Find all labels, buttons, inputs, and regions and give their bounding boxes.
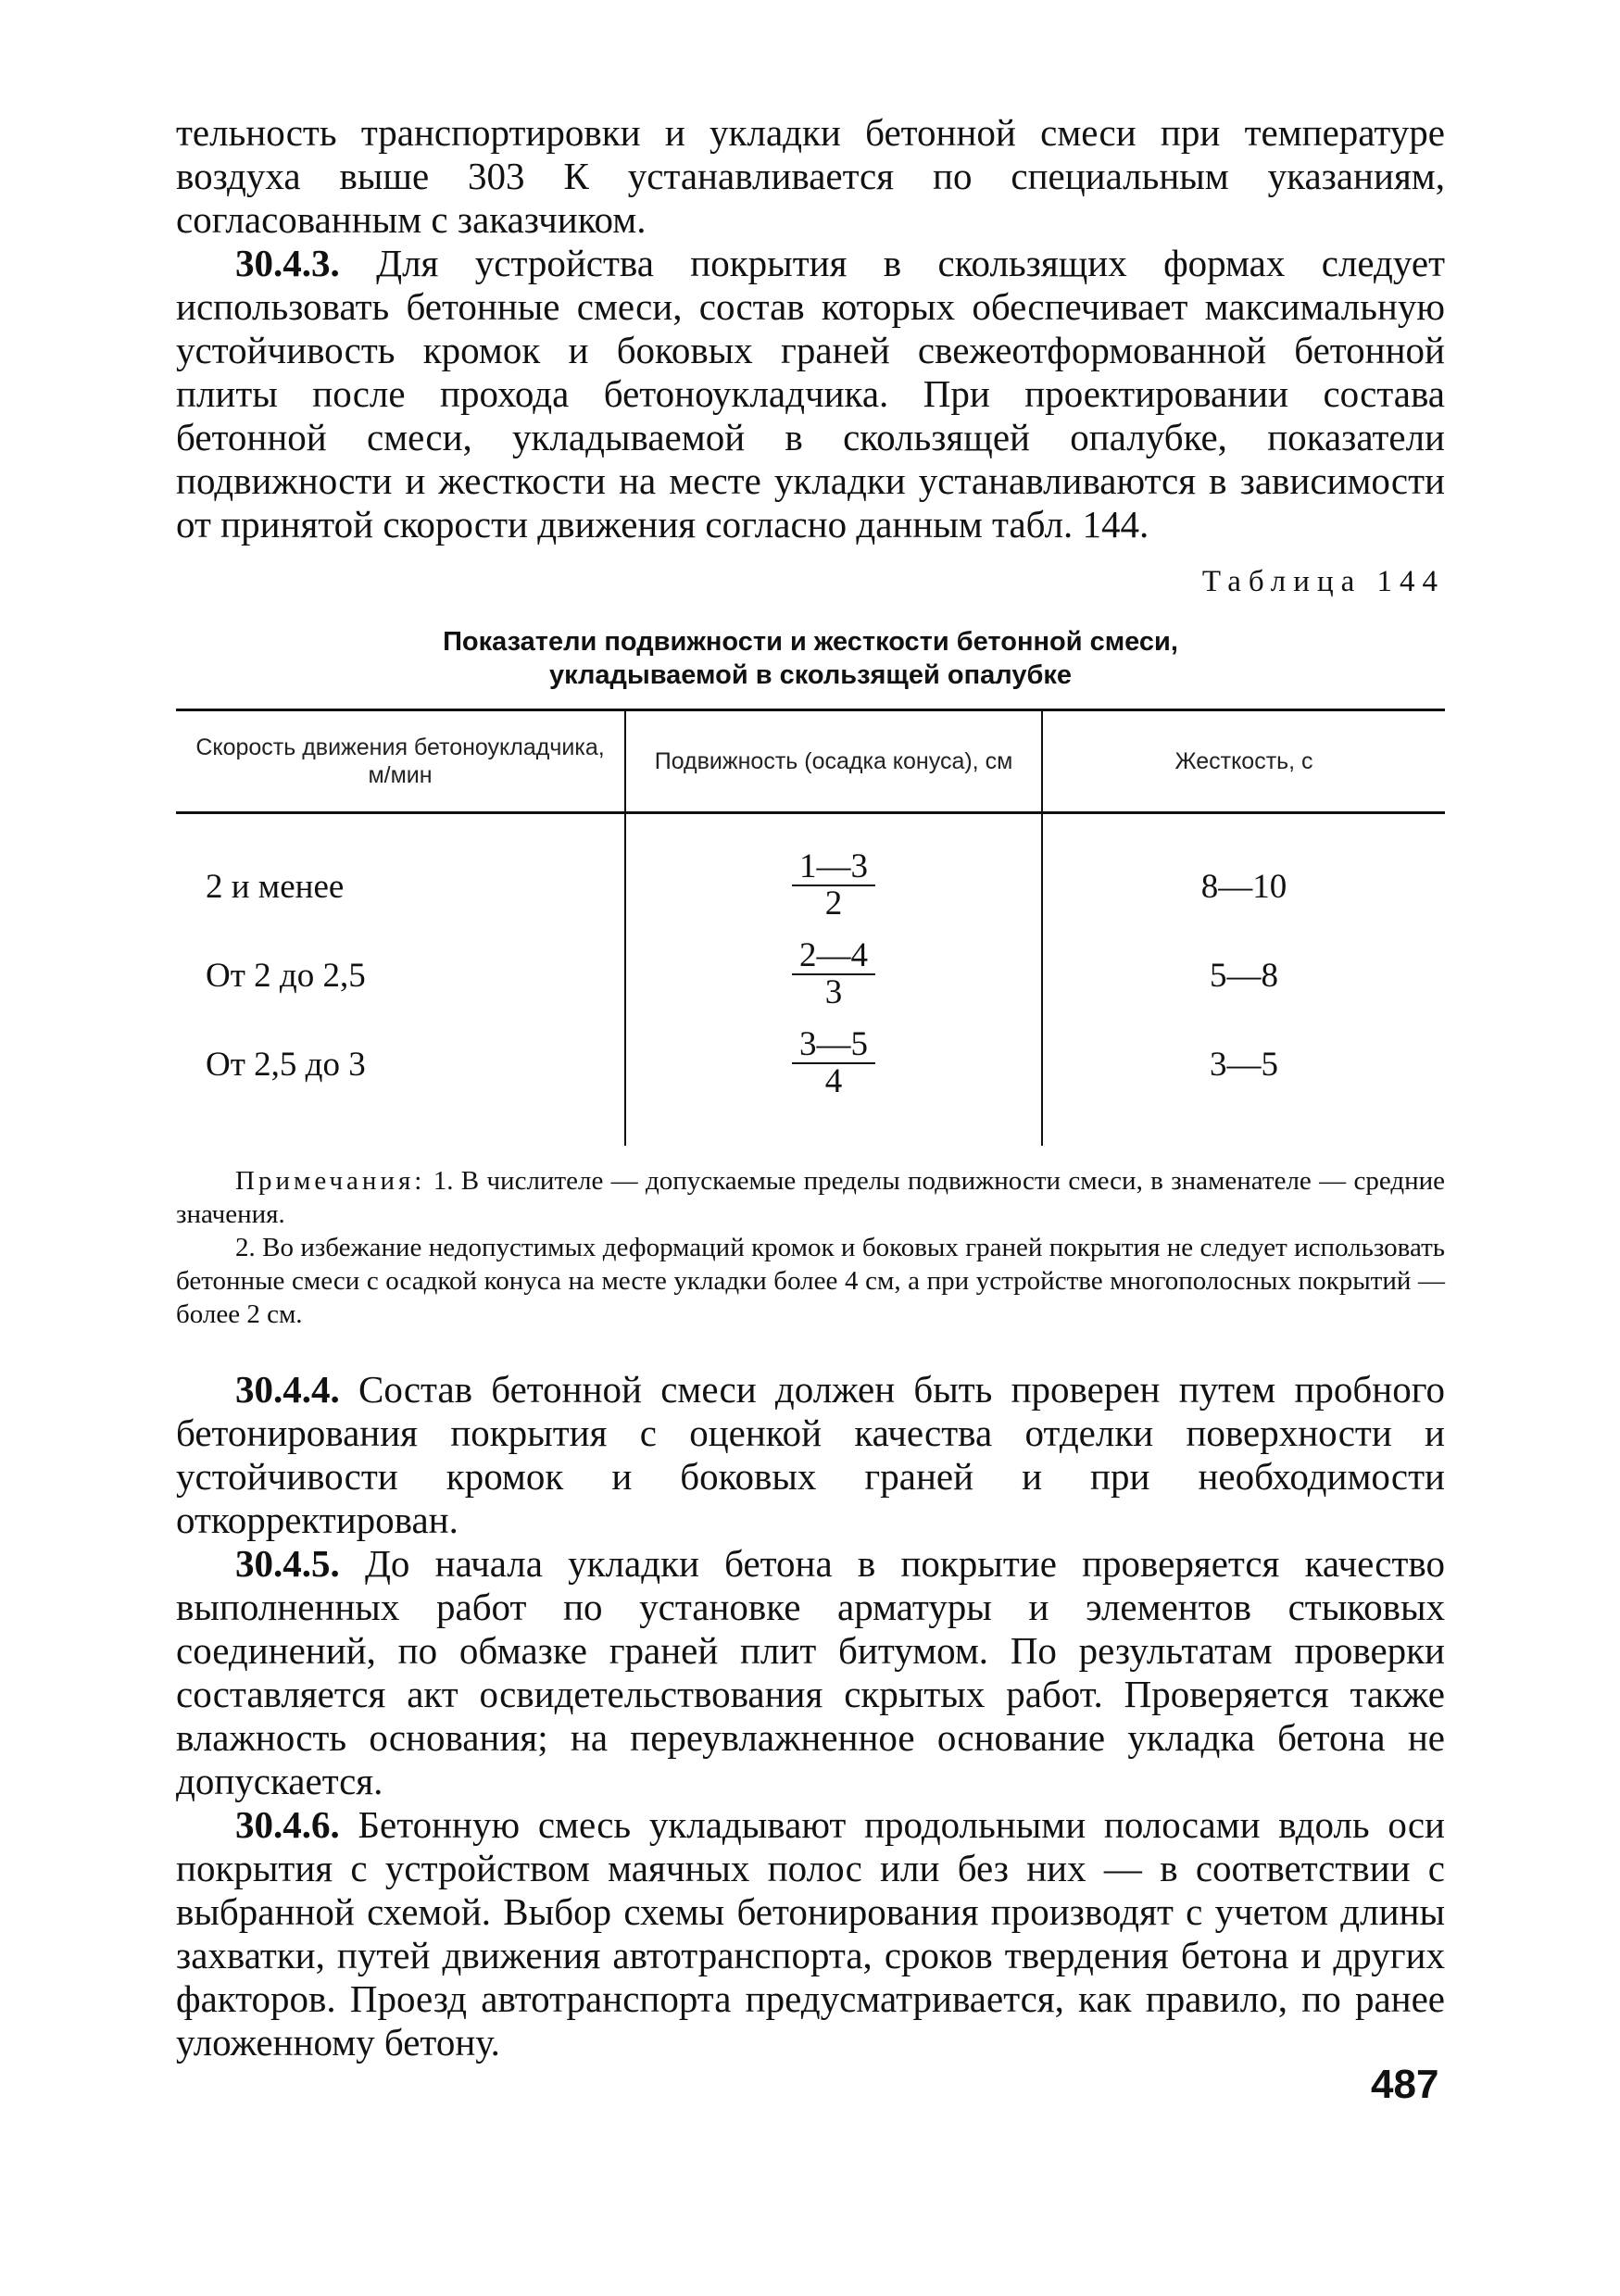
notes-lead: Примечания:: [235, 1166, 426, 1196]
paragraph-30-4-5: [176, 1542, 1445, 1803]
paragraph-text: Состав бетонной смеси должен быть проверен путем пробного бетонирования покрытия с оценкой качества отделки поверхности и устойчивости кромок и боковых граней и при необходимости откорректирован.: [176, 1368, 1445, 1541]
cell-stiffness: 5—8: [1042, 931, 1445, 1020]
table-title: [176, 625, 1445, 692]
paragraph-30-4-3: [176, 242, 1445, 546]
cell-stiffness: 8—10: [1042, 813, 1445, 932]
cell-speed: 2 и менее: [206, 867, 345, 906]
header-stiffness: Жесткость, с: [1042, 710, 1445, 813]
paragraph-30-4-4: [176, 1368, 1445, 1542]
note-2: [176, 1231, 1445, 1331]
note-2-text: 2. Во избежание недопустимых деформаций кромок и боковых граней покрытия не следует использовать бетонные смеси с осадкой конуса на месте укладки более 4 см, а при устройстве многополосных покрытий — более 2 см.: [176, 1233, 1445, 1329]
spacer: [176, 1331, 1445, 1368]
note-1: [176, 1164, 1445, 1231]
data-table: [176, 709, 1445, 1146]
clause-number: 30.4.3.: [235, 242, 340, 284]
table-title-line-2: укладываемой в скользящей опалубке: [549, 660, 1072, 690]
fraction: [792, 849, 875, 922]
paragraph-text: Бетонную смесь укладывают продольными полосами вдоль оси покрытия с устройством маячных полос или без них — в соответствии с выбранной схемой. Выбор схемы бетонирования производят с учетом длины захватки, путей движения автотранспорта, сроков твердения бетона и других факторов. Проезд автотранспорта предусматривается, как правило, по ранее уложенному бетону.: [176, 1803, 1445, 2064]
fraction-denominator: 3: [824, 973, 843, 1011]
cell-mobility: [625, 813, 1042, 932]
fraction-denominator: 2: [824, 885, 843, 922]
fraction-denominator: 4: [824, 1062, 843, 1100]
cell-speed: От 2 до 2,5: [206, 956, 366, 995]
fraction-numerator: 3—5: [792, 1027, 875, 1064]
paragraph-text: Для устройства покрытия в скользящих формах следует использовать бетонные смеси, состав которых обеспечивает максимальную устойчивость кромок и боковых граней свежеотформованной бетонной плиты после прохода бетоноукладчика. При проектировании состава бетонной смеси, укладываемой в скользящей опалубке, показатели подвижности и жесткости на месте укладки устанавливаются в зависимости от принятой скорости движения согласно данным табл. 144.: [176, 242, 1445, 546]
fraction: [792, 938, 875, 1010]
table-header-row: [176, 710, 1445, 813]
table-row: [176, 813, 1445, 932]
cell-mobility: [625, 1020, 1042, 1146]
fraction-numerator: 1—3: [792, 849, 875, 886]
table-notes: [176, 1164, 1445, 1331]
paragraph-text: тельность транспортировки и укладки бетонной смеси при температуре воздуха выше 303 К устанавливается по специальным указаниям, согласованным с заказчиком.: [176, 111, 1445, 241]
note-1-text: 1. В числителе — допускаемые пределы подвижности смеси, в знаменателе — средние значения.: [176, 1166, 1445, 1229]
paragraph-text: До начала укладки бетона в покрытие проверяется качество выполненных работ по установке арматуры и элементов стыковых соединений, по обмазке граней плит битумом. По результатам проверки составляется акт освидетельствования скрытых работ. Проверяется также влажность основания; на переувлажненное основание укладка бетона не допускается.: [176, 1542, 1445, 1802]
fraction-numerator: 2—4: [792, 938, 875, 975]
table-title-line-1: Показатели подвижности и жесткости бетонной смеси,: [443, 627, 1178, 657]
page-content: [176, 111, 1445, 2064]
table-row: [176, 1020, 1445, 1146]
header-mobility: Подвижность (осадка конуса), см: [625, 710, 1042, 813]
cell-stiffness: 3—5: [1042, 1020, 1445, 1146]
fraction: [792, 1027, 875, 1099]
table-label: Таблица 144: [1201, 565, 1445, 598]
header-speed: Скорость движения бетоноукладчика, м/мин: [176, 710, 625, 813]
table-row: [176, 931, 1445, 1020]
cell-mobility: [625, 931, 1042, 1020]
page-number: 487: [1371, 2062, 1439, 2107]
paragraph-continued: [176, 111, 1445, 242]
cell-speed: От 2,5 до 3: [206, 1045, 366, 1084]
clause-number: 30.4.6.: [235, 1803, 340, 1846]
paragraph-30-4-6: [176, 1803, 1445, 2064]
clause-number: 30.4.5.: [235, 1542, 340, 1585]
clause-number: 30.4.4.: [235, 1368, 340, 1411]
